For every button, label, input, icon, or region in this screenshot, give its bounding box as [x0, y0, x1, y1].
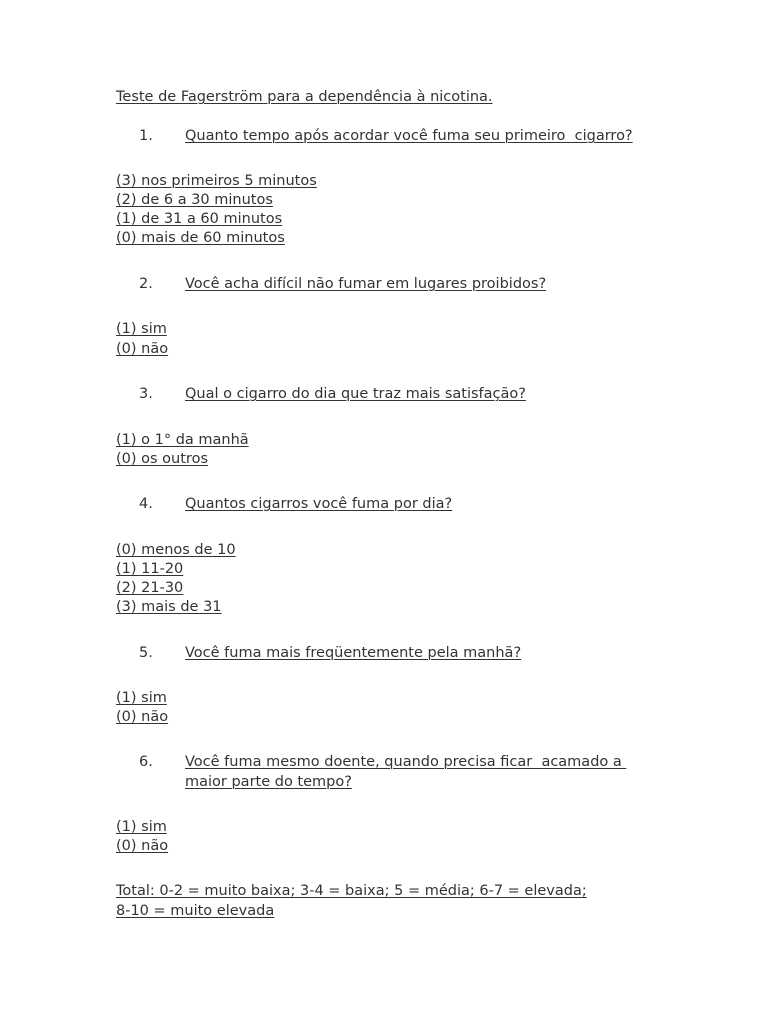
question-5-text: Você fuma mais freqüentemente pela manhã? [185, 645, 522, 661]
question-6-option: (1) sim [116, 819, 167, 835]
question-6-text-continued: maior parte do tempo? [185, 774, 352, 790]
question-1-option: (2) de 6 a 30 minutos [116, 192, 273, 208]
question-4-number: 4. [139, 496, 153, 512]
question-4-option: (0) menos de 10 [116, 542, 236, 558]
question-1-text: Quanto tempo após acordar você fuma seu primeiro cigarro? [185, 128, 633, 144]
question-2-option: (0) não [116, 341, 169, 357]
question-5-number: 5. [139, 645, 153, 661]
question-4-option: (2) 21-30 [116, 580, 184, 596]
document-title: Teste de Fagerström para a dependência à nicotina. [116, 89, 493, 105]
question-5-option: (1) sim [116, 690, 167, 706]
question-6-option: (0) não [116, 838, 169, 854]
question-3-option: (1) o 1° da manhã [116, 432, 249, 448]
question-6-number: 6. [139, 754, 153, 770]
question-1-option: (3) nos primeiros 5 minutos [116, 173, 317, 189]
question-4-text: Quantos cigarros você fuma por dia? [185, 496, 453, 512]
question-3-text: Qual o cigarro do dia que traz mais satisfação? [185, 386, 526, 402]
total-scoring-continued: 8-10 = muito elevada [116, 903, 275, 919]
question-4-option: (3) mais de 31 [116, 599, 222, 615]
question-1-option: (0) mais de 60 minutos [116, 230, 285, 246]
question-1-number: 1. [139, 128, 153, 144]
question-3-number: 3. [139, 386, 153, 402]
question-2-number: 2. [139, 276, 153, 292]
question-5-option: (0) não [116, 709, 169, 725]
question-1-option: (1) de 31 a 60 minutos [116, 211, 283, 227]
total-scoring: Total: 0-2 = muito baixa; 3-4 = baixa; 5 = média; 6-7 = elevada; [116, 883, 587, 899]
question-6-text: Você fuma mesmo doente, quando precisa ficar acamado a [185, 754, 627, 770]
question-2-option: (1) sim [116, 321, 167, 337]
question-2-text: Você acha difícil não fumar em lugares proibidos? [185, 276, 547, 292]
question-3-option: (0) os outros [116, 451, 208, 467]
question-4-option: (1) 11-20 [116, 561, 184, 577]
